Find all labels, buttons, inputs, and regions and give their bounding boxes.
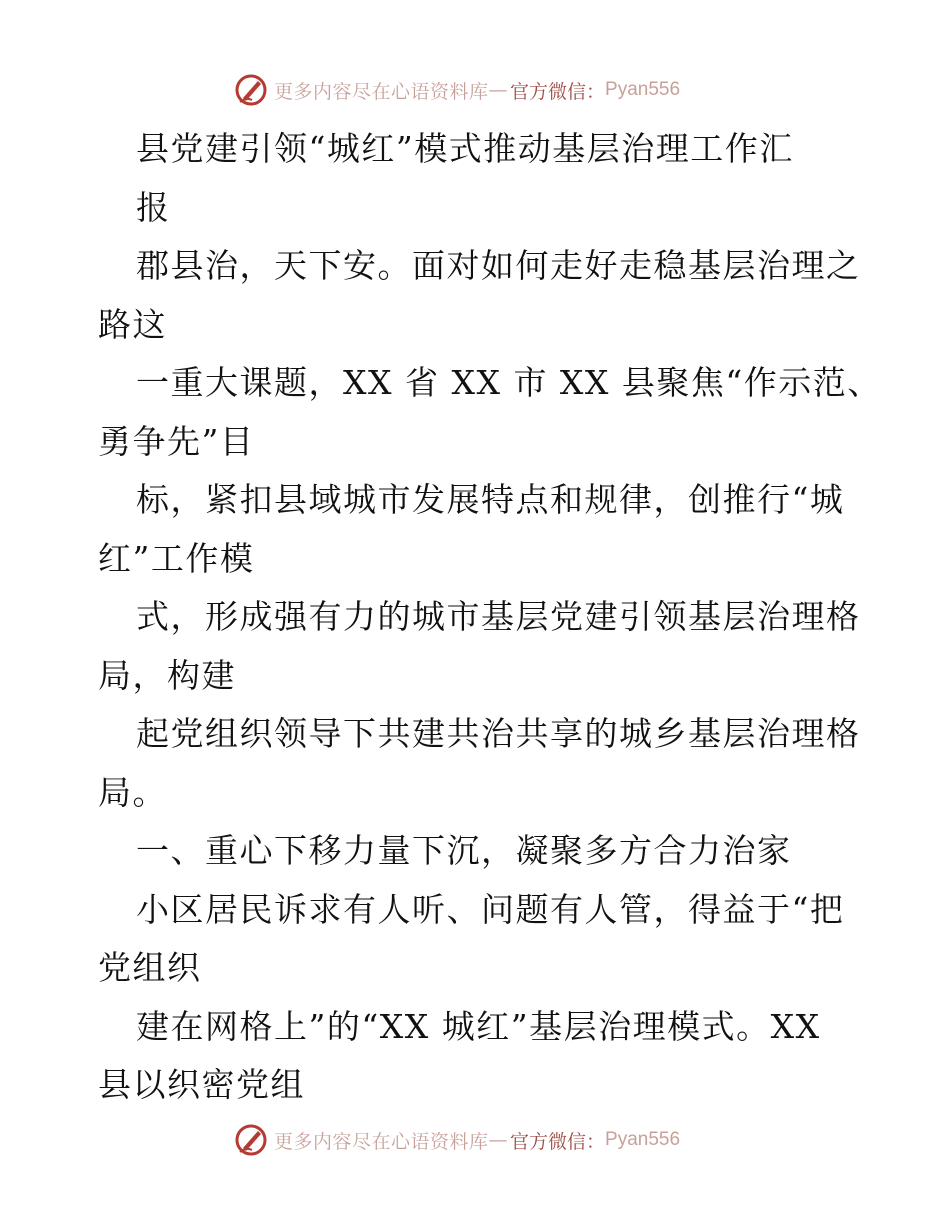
header-watermark: [234, 72, 754, 108]
doc-line: 党组织: [98, 948, 202, 987]
doc-line: 报: [136, 187, 171, 227]
doc-line: 小区居民诉求有人听、问题有人管，得益于“把: [136, 889, 845, 929]
watermark-main-text: 更多内容尽在心语资料库: [274, 80, 489, 103]
doc-line: 勇争先”目: [98, 421, 255, 461]
pen-seal-logo-icon: [234, 73, 268, 107]
watermark-account: Pyan556: [605, 1129, 681, 1150]
doc-line: 式，形成强有力的城市基层党建引领基层治理格: [136, 597, 861, 636]
watermark-sub-text: 官方微信：: [510, 80, 606, 103]
doc-line: 局，构建: [98, 655, 236, 695]
doc-line: 局。: [98, 772, 167, 812]
doc-line: 一重大课题，XX 省 XX 市 XX 县聚焦“作示范、: [136, 363, 882, 402]
doc-line: 路这: [98, 304, 167, 344]
footer-watermark: [234, 1122, 754, 1158]
watermark-account: Pyan556: [605, 79, 681, 100]
doc-line: 红”工作模: [98, 538, 255, 578]
doc-line: 县党建引领“城红”模式推动基层治理工作汇: [136, 129, 794, 168]
watermark-sub-text: 官方微信：: [510, 1130, 606, 1153]
watermark-main-text: 更多内容尽在心语资料库: [274, 1130, 489, 1153]
doc-line: 建在网格上”的“XX 城红”基层治理模式。XX: [136, 1006, 821, 1046]
watermark-separator: —: [488, 1129, 509, 1151]
doc-line: 标，紧扣县域城市发展特点和规律，创推行“城: [136, 480, 845, 519]
doc-line: 一、重心下移力量下沉，凝聚多方合力治家: [136, 831, 792, 870]
doc-line: 起党组织领导下共建共治共享的城乡基层治理格: [136, 714, 861, 753]
doc-line: 郡县治，天下安。面对如何走好走稳基层治理之: [136, 246, 861, 285]
pen-seal-logo-icon: [234, 1123, 268, 1157]
document-body: [98, 120, 882, 1115]
watermark-separator: —: [488, 79, 509, 101]
doc-line: 县以织密党组: [98, 1065, 305, 1104]
